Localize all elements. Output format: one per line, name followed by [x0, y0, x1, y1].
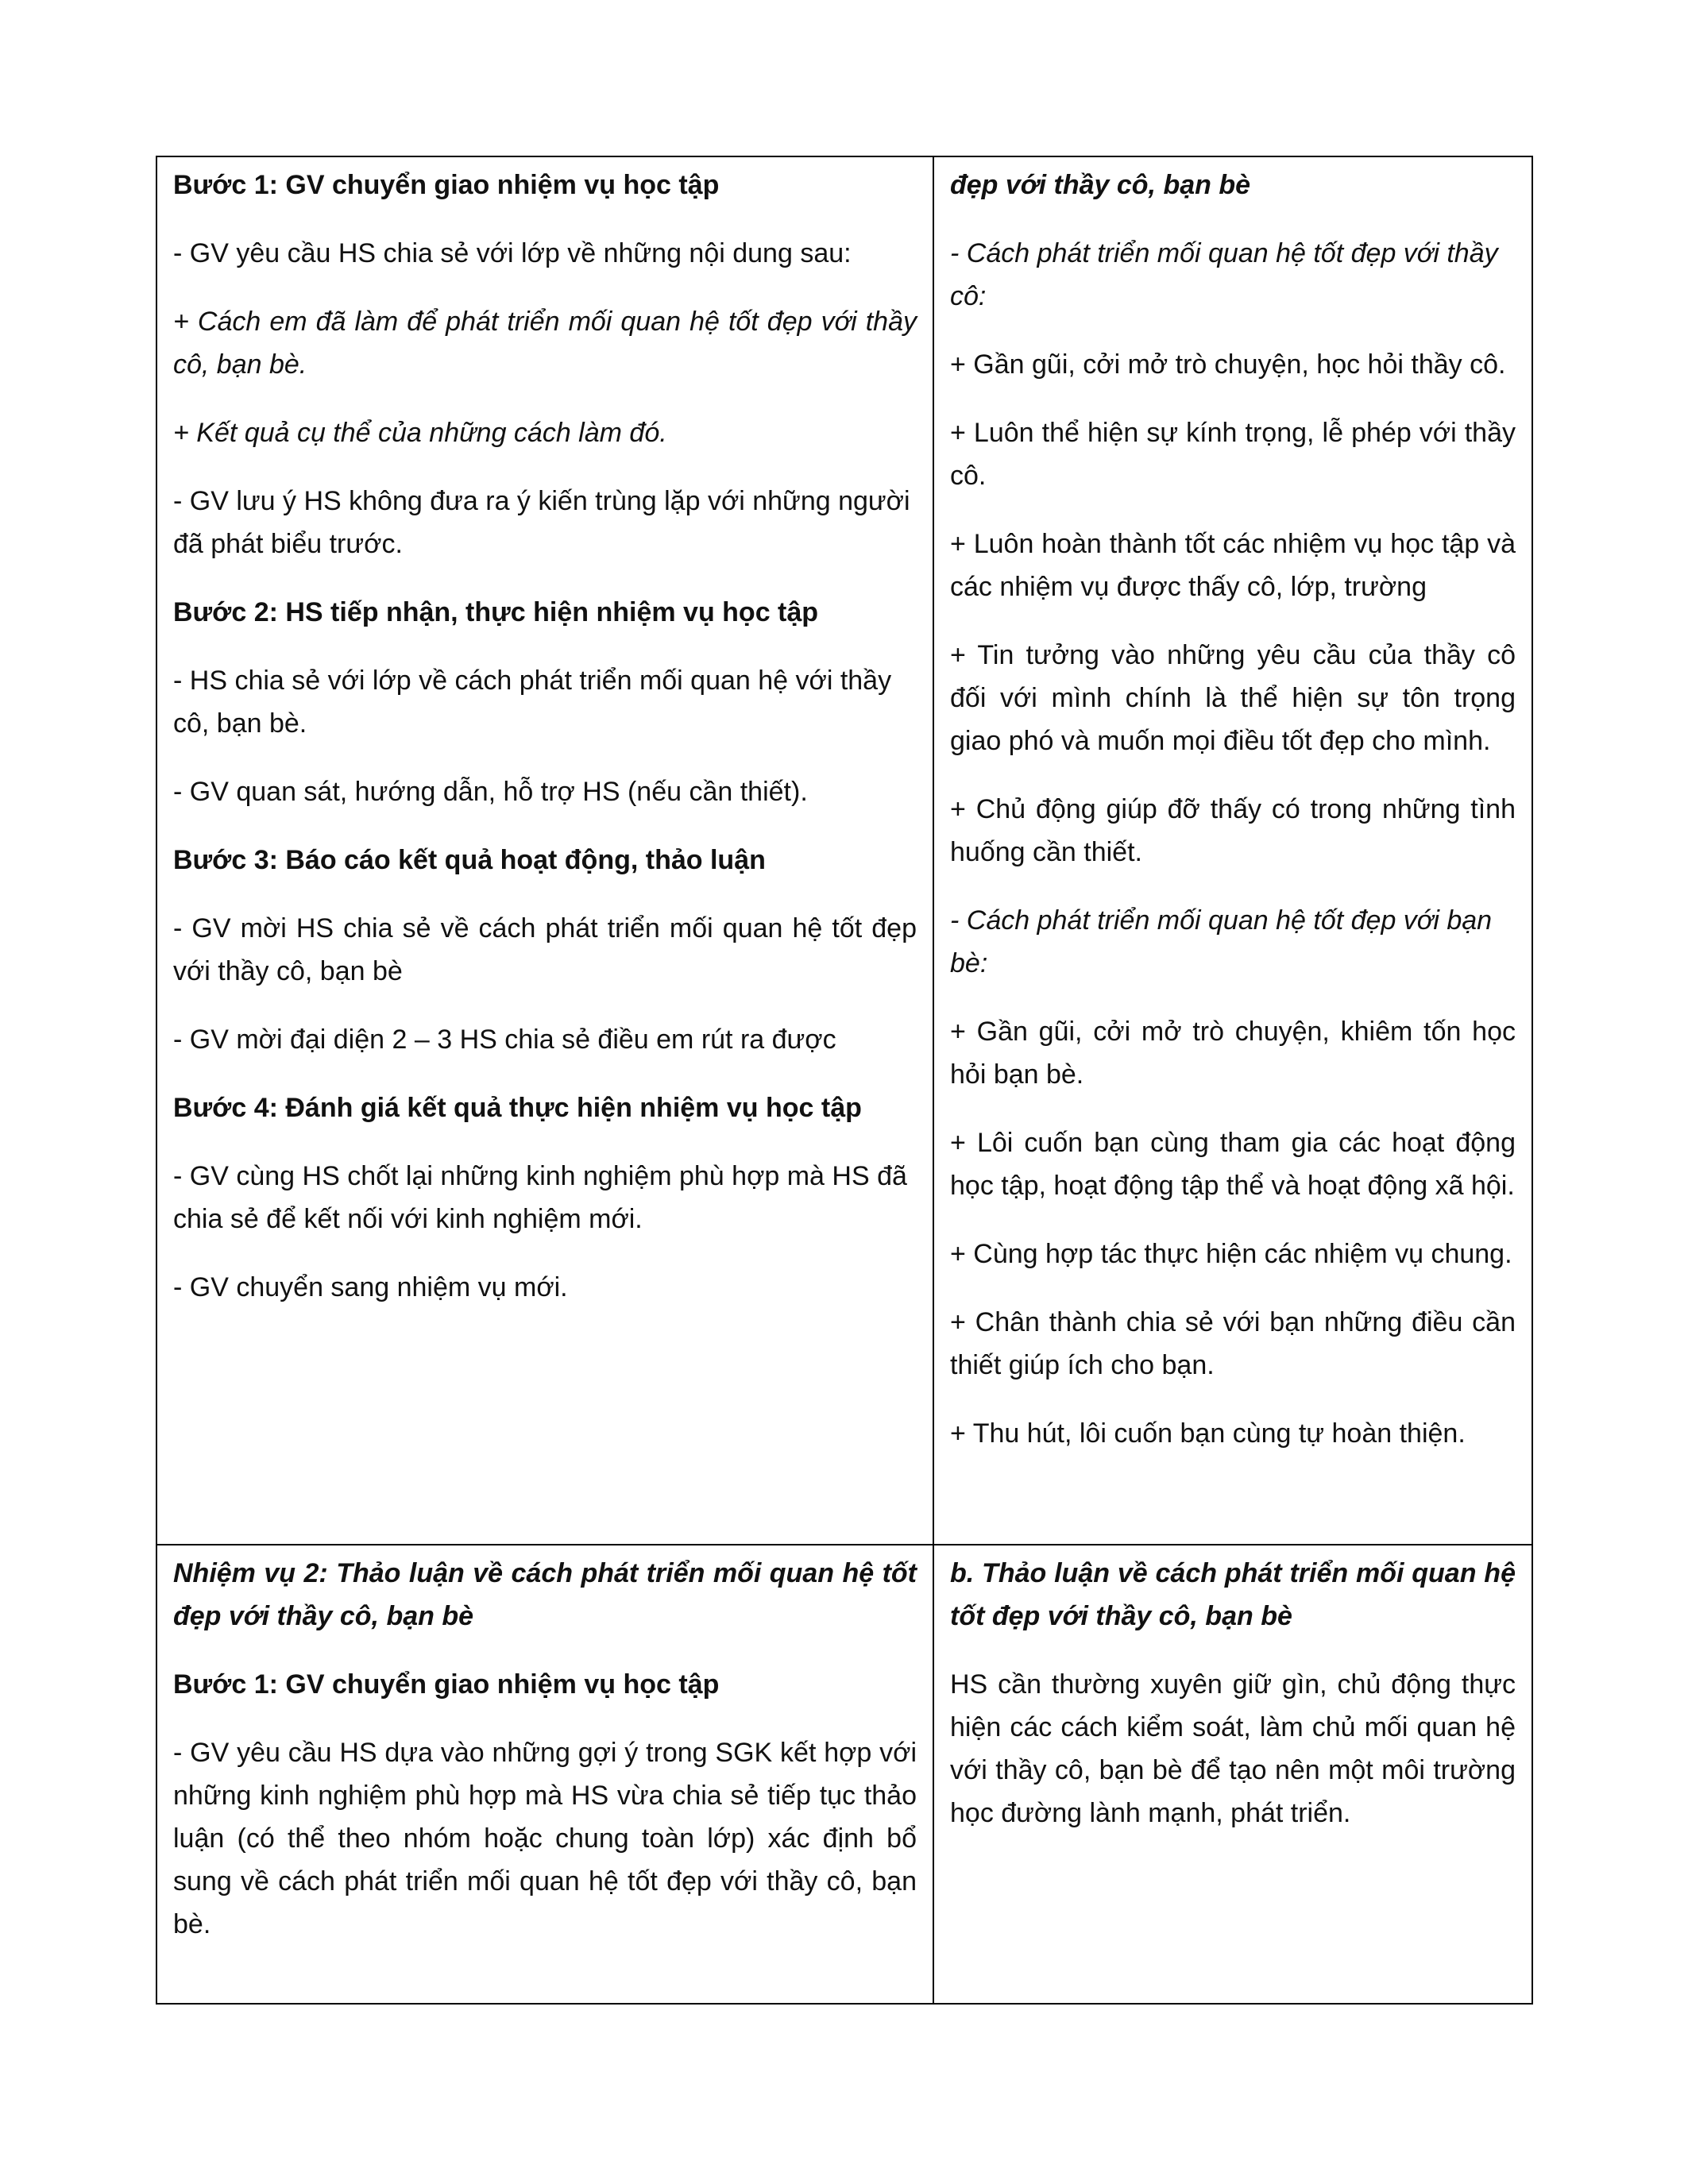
paragraph: - GV yêu cầu HS chia sẻ với lớp về những nội dung sau:: [173, 238, 852, 268]
step-heading: Bước 1: GV chuyển giao nhiệm vụ học tập: [173, 170, 720, 200]
activity-cell: [156, 156, 933, 1545]
paragraph: + Chân thành chia sẻ với bạn những điều cần thiết giúp ích cho bạn.: [950, 1307, 1516, 1380]
section-heading: đẹp với thầy cô, bạn bè: [950, 170, 1251, 200]
step-heading: Bước 4: Đánh giá kết quả thực hiện nhiệm vụ học tập: [173, 1093, 862, 1123]
paragraph: + Thu hút, lôi cuốn bạn cùng tự hoàn thiện.: [950, 1418, 1466, 1449]
paragraph: - Cách phát triển mối quan hệ tốt đẹp với bạn bè:: [950, 905, 1493, 978]
paragraph: - GV yêu cầu HS dựa vào những gợi ý trong SGK kết hợp với những kinh nghiệm phù hợp mà HS vừa chia sẻ tiếp tục thảo luận (có thể theo nhóm hoặc chung toàn lớp) xác định bổ sung về cách phát triển mối quan hệ tốt đẹp với thầy cô, bạn bè.: [173, 1738, 917, 1939]
content-cell: [933, 156, 1532, 1545]
paragraph: - HS chia sẻ với lớp về cách phát triển mối quan hệ với thầy cô, bạn bè.: [173, 666, 892, 739]
content-cell: [933, 1545, 1532, 2004]
paragraph: - Cách phát triển mối quan hệ tốt đẹp với thầy cô:: [950, 238, 1498, 311]
paragraph: + Gần gũi, cởi mở trò chuyện, học hỏi thầy cô.: [950, 349, 1506, 380]
table-row: [156, 1545, 1532, 2004]
paragraph: - GV cùng HS chốt lại những kinh nghiệm phù hợp mà HS đã chia sẻ để kết nối với kinh nghiệm mới.: [173, 1161, 907, 1234]
paragraph: + Tin tưởng vào những yêu cầu của thầy cô đối với mình chính là thể hiện sự tôn trọng giao phó và muốn mọi điều tốt đẹp cho mình.: [950, 640, 1516, 756]
paragraph: + Lôi cuốn bạn cùng tham gia các hoạt động học tập, hoạt động tập thể và hoạt động xã hội.: [950, 1128, 1516, 1201]
paragraph: - GV mời HS chia sẻ về cách phát triển mối quan hệ tốt đẹp với thầy cô, bạn bè: [173, 913, 917, 986]
step-heading: Bước 3: Báo cáo kết quả hoạt động, thảo luận: [173, 845, 766, 875]
paragraph: + Luôn thể hiện sự kính trọng, lễ phép với thầy cô.: [950, 418, 1516, 491]
paragraph: + Kết quả cụ thể của những cách làm đó.: [173, 418, 667, 448]
paragraph: + Luôn hoàn thành tốt các nhiệm vụ học tập và các nhiệm vụ được thấy cô, lớp, trường: [950, 529, 1516, 602]
paragraph: HS cần thường xuyên giữ gìn, chủ động thực hiện các cách kiểm soát, làm chủ mối quan hệ với thầy cô, bạn bè để tạo nên một môi trường học đường lành mạnh, phát triển.: [950, 1669, 1516, 1828]
section-heading: b. Thảo luận về cách phát triển mối quan hệ tốt đẹp với thầy cô, bạn bè: [950, 1558, 1516, 1631]
paragraph: + Chủ động giúp đỡ thấy có trong những tình huống cần thiết.: [950, 794, 1516, 867]
task-heading: Nhiệm vụ 2: Thảo luận về cách phát triển mối quan hệ tốt đẹp với thầy cô, bạn bè: [173, 1558, 917, 1631]
paragraph: - GV lưu ý HS không đưa ra ý kiến trùng lặp với những người đã phát biểu trước.: [173, 486, 910, 559]
paragraph: - GV quan sát, hướng dẫn, hỗ trợ HS (nếu cần thiết).: [173, 777, 808, 807]
paragraph: - GV mời đại diện 2 – 3 HS chia sẻ điều em rút ra được: [173, 1024, 836, 1055]
table-row: [156, 156, 1532, 1545]
paragraph: - GV chuyển sang nhiệm vụ mới.: [173, 1272, 568, 1302]
lesson-table: [156, 156, 1533, 2005]
paragraph: + Cùng hợp tác thực hiện các nhiệm vụ chung.: [950, 1239, 1512, 1269]
paragraph: + Cách em đã làm để phát triển mối quan hệ tốt đẹp với thầy cô, bạn bè.: [173, 307, 917, 380]
step-heading: Bước 2: HS tiếp nhận, thực hiện nhiệm vụ học tập: [173, 597, 819, 627]
paragraph: + Gần gũi, cởi mở trò chuyện, khiêm tốn học hỏi bạn bè.: [950, 1017, 1516, 1090]
step-heading: Bước 1: GV chuyển giao nhiệm vụ học tập: [173, 1669, 720, 1700]
activity-cell: [156, 1545, 933, 2004]
